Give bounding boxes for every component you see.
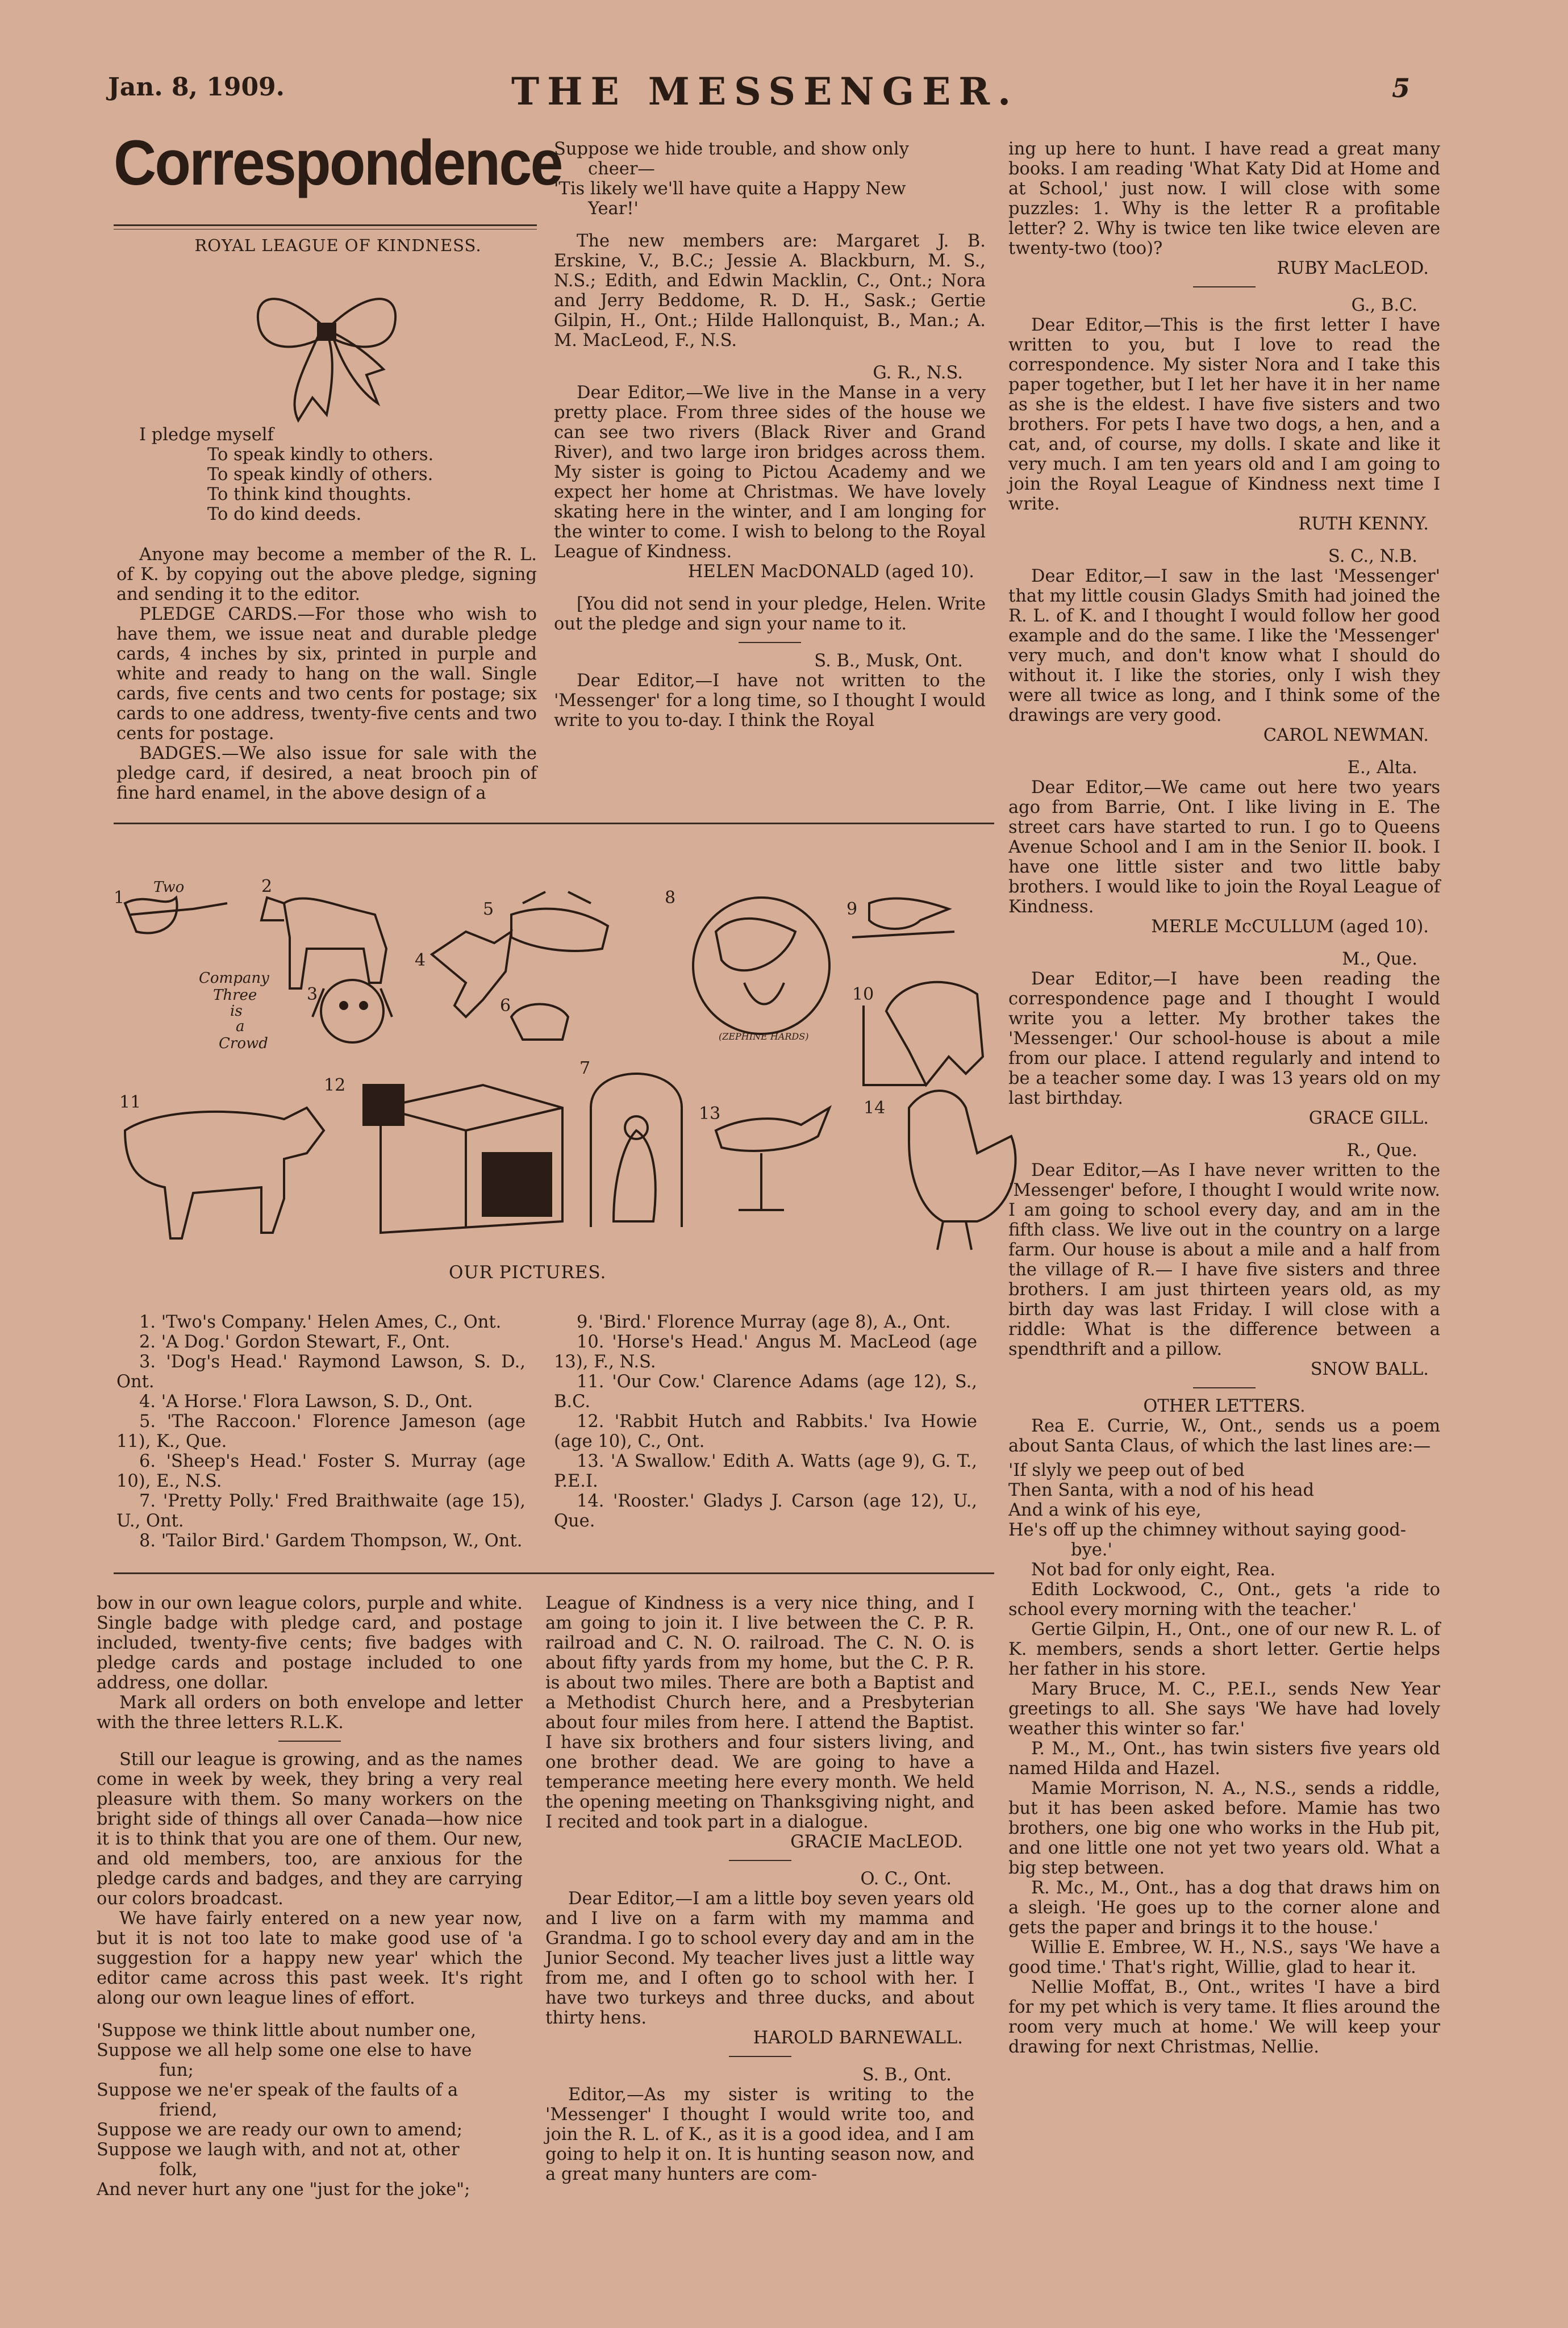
- list-item: 6. 'Sheep's Head.' Foster S. Murray (age 10), E., N.S.: [116, 1451, 526, 1491]
- league-paragraph: bow in our own league colors, purple and white. Single badge with pledge card, and postage included, twenty-five cents; five badges with pledge cards and postage included to one address, one dollar.: [97, 1593, 523, 1693]
- drawing-number: 10: [852, 984, 874, 1004]
- bow-emblem-icon: [116, 256, 537, 426]
- other-letter: Nellie Moffat, B., Ont., writes 'I have a bird for my pet which is very tame. It flies around the room very much at home.' We will keep your drawing for next Christmas, Nellie.: [1008, 1977, 1440, 2057]
- pledge-line-1: I pledge myself: [139, 425, 274, 445]
- pledge-text: [116, 425, 537, 524]
- letter-place: O. C., Ont.: [860, 1869, 952, 1889]
- drawing-number: 3: [307, 984, 318, 1004]
- drawing-number: 2: [261, 877, 273, 896]
- pictures-list-right: [554, 1312, 977, 1531]
- poem-line: cheer—: [588, 159, 655, 179]
- letter-text: Dear Editor,—We came out here two years ago from Barrie, Ont. I like living in E. The street cars have started to run. I go to Queens Avenue School and I am in the Senior II. book. I have one little sister and two little baby brothers. I would like to join the Royal League of Kindness.: [1008, 778, 1440, 917]
- sketch-label: Company: [199, 970, 269, 987]
- other-letter: Willie E. Embree, W. H., N.S., says 'We have a good time.' That's right, Willie, glad to hear it.: [1008, 1938, 1440, 1977]
- poem-line: friend,: [159, 2100, 218, 2120]
- poem-line: Suppose we hide trouble, and show only: [554, 139, 909, 159]
- other-letters-heading: OTHER LETTERS.: [1143, 1396, 1306, 1416]
- santa-poem: [1008, 1461, 1440, 1560]
- drawing-number: 13: [699, 1104, 721, 1124]
- letter-text: Dear Editor,—I saw in the last 'Messenger' that my little cousin Gladys Smith had joined the R. L. of K. and I thought I would follow her good example and do the same. I like the 'Messenger' very much, and don't know what I should do without it. I like the stories, only I wish they were all twice as long, and I think some of the drawings are very good.: [1008, 566, 1440, 725]
- poem-line: Year!': [588, 199, 639, 219]
- list-item: 1. 'Two's Company.' Helen Ames, C., Ont.: [139, 1312, 502, 1332]
- poem-line: And a wink of his eye,: [1008, 1500, 1202, 1520]
- poem-line: He's off up the chimney without saying good-: [1008, 1520, 1407, 1540]
- drawing-number: 12: [324, 1075, 346, 1095]
- other-letter: Edith Lockwood, C., Ont., gets 'a ride to school every morning with the teacher.': [1008, 1580, 1440, 1620]
- page-number: 5: [1392, 73, 1411, 103]
- poem-line: 'Suppose we think little about number one,: [97, 2021, 477, 2041]
- drawing-number: 1: [114, 888, 125, 908]
- poem-line: Then Santa, with a nod of his head: [1008, 1480, 1314, 1500]
- league-paragraph: Anyone may become a member of the R. L. of K. by copying out the above pledge, signing and sending it to the editor.: [116, 545, 537, 604]
- list-item: 2. 'A Dog.' Gordon Stewart, F., Ont.: [139, 1332, 451, 1352]
- letter-text: Dear Editor,—We live in the Manse in a very pretty place. From three sides of the house we can see two rivers (Black River and Grand River), and two large iron bridges across them. My sister is going to Pictou Academy and we expect her home at Christmas. We have lovely skating here in the winter, and I am longing for the winter to come. I wish to belong to the Royal League of Kindness.: [554, 383, 986, 562]
- league-heading: ROYAL LEAGUE OF KINDNESS.: [194, 236, 482, 255]
- sketch-label: a: [236, 1018, 245, 1035]
- masthead-title: THE MESSENGER.: [511, 69, 1019, 114]
- title-rule: [114, 224, 537, 226]
- pledge-line-4: To think kind thoughts.: [207, 485, 412, 504]
- letter-text: Dear Editor,—As I have never written to the 'Messenger' before, I thought I would write now. I am going to school every day, and am in the fifth class. We live out in the country on a large farm. Our house is about a mile and a half from the village of R.— I have five sisters and three brothers. I am just thirteen years old, as my birth day was last Friday. I will close with a riddle: What is the difference between a spendthrift and a pillow.: [1008, 1161, 1440, 1359]
- letter-text: Editor,—As my sister is writing to the 'Messenger' I thought I would write too, and join the R. L. of K., as it is a good idea, and I am going to help it on. It is hunting season now, and a great many hunters are com-: [545, 2085, 974, 2184]
- letter-signature: MERLE McCULLUM (aged 10).: [1151, 917, 1429, 937]
- letter-text: Dear Editor,—I have not written to the 'Messenger' for a long time, so I thought I would write to you to-day. I think the Royal: [554, 671, 986, 731]
- poem-line: 'If slyly we peep out of bed: [1008, 1461, 1245, 1480]
- letter-place: G., B.C.: [1351, 295, 1417, 315]
- pictures-list-left: [116, 1312, 526, 1551]
- list-item: 9. 'Bird.' Florence Murray (age 8), A., Ont.: [577, 1312, 951, 1332]
- list-item: 10. 'Horse's Head.' Angus M. MacLeod (age 13), F., N.S.: [554, 1332, 977, 1372]
- letter-signature: GRACIE MacLEOD.: [790, 1832, 963, 1852]
- drawing-number: 5: [483, 899, 494, 919]
- pictures-top-rule: [114, 823, 994, 824]
- drawing-number: 7: [579, 1058, 591, 1078]
- letter-place: S. C., N.B.: [1328, 546, 1417, 566]
- list-item: 4. 'A Horse.' Flora Lawson, S. D., Ont.: [139, 1392, 473, 1412]
- column-1-top: [116, 236, 537, 803]
- letter-signature: CAROL NEWMAN.: [1263, 725, 1429, 745]
- letter-text: Dear Editor,—This is the first letter I have written to you, but I love to read the correspondence. My sister Nora and I take this paper together, but I let her have it in her name as she is the eldest. I have five sisters and two brothers. For pets I have two dogs, a hen, and a cat, and, of course, my dolls. I skate and like it very much. I am ten years old and I am going to join the Royal League of Kindness next time I write.: [1008, 315, 1440, 514]
- separator: [739, 642, 801, 643]
- sketch-label: is: [230, 1003, 243, 1020]
- poem-line: folk,: [159, 2160, 198, 2180]
- list-item: 13. 'A Swallow.' Edith A. Watts (age 9), G. T., P.E.I.: [554, 1451, 977, 1491]
- drawing-number: 11: [119, 1092, 141, 1112]
- list-item: 3. 'Dog's Head.' Raymond Lawson, S. D., Ont.: [116, 1352, 526, 1392]
- poem-line: fun;: [159, 2060, 194, 2080]
- column-1-bottom: [97, 1593, 523, 2200]
- issue-date: Jan. 8, 1909.: [108, 73, 285, 102]
- list-item: 12. 'Rabbit Hutch and Rabbits.' Iva Howie (age 10), C., Ont.: [554, 1412, 977, 1451]
- letter-place: S. B., Musk, Ont.: [814, 651, 963, 671]
- letter-place: R., Que.: [1346, 1141, 1417, 1161]
- letter-signature: GRACE GILL.: [1308, 1108, 1429, 1128]
- letter-signature: RUBY MacLEOD.: [1277, 258, 1429, 278]
- league-paragraph: We have fairly entered on a new year now, but it is not too late to make good use of 'a suggestion for a happy new year' which the editor came across this past week. It's right along our own league lines of effort.: [97, 1909, 523, 2008]
- league-paragraph: PLEDGE CARDS.—For those who wish to have them, we issue neat and durable pledge cards, 4 inches by six, printed in purple and white and ready to hang on the wall. Single cards, five cents and two cents for postage; six cards to one address, twenty-five cents and two cents for postage.: [116, 604, 537, 744]
- letter-signature: HELEN MacDONALD (aged 10).: [687, 562, 974, 582]
- letter-text: League of Kindness is a very nice thing, and I am going to join it. I live between the C. P. R. railroad and C. N. O. railroad. The C. N. O. is about fifty yards from my home, but the C. P. R. is about two miles. There are both a Baptist and a Methodist Church here, and a Presbyterian about four miles from here. I attend the Baptist. I have six brothers and four sisters living, and one brother dead. We are going to have a temperance meeting here every month. We held the opening meeting on Thanksgiving night, and I recited and took part in a dialogue.: [545, 1593, 974, 1832]
- other-letter: Rea E. Currie, W., Ont., sends us a poem about Santa Claus, of which the last lines are:—: [1008, 1416, 1440, 1456]
- editor-note: [You did not send in your pledge, Helen. Write out the pledge and sign your name to it.: [554, 594, 986, 634]
- poem-line: Suppose we laugh with, and not at, other: [97, 2140, 460, 2160]
- other-letter: Not bad for only eight, Rea.: [1031, 1560, 1276, 1580]
- letter-signature: RUTH KENNY.: [1298, 514, 1429, 534]
- list-item: 8. 'Tailor Bird.' Gardem Thompson, W., Ont.: [139, 1531, 523, 1551]
- drawing-number: 4: [415, 950, 426, 970]
- separator: [278, 1741, 341, 1742]
- separator: [729, 2056, 791, 2057]
- drawing-number: 6: [500, 996, 511, 1016]
- separator: [729, 1860, 791, 1861]
- pictures-bottom-rule: [114, 1572, 994, 1574]
- sketch-label: Two: [153, 879, 185, 896]
- letter-text: ing up here to hunt. I have read a great many books. I am reading 'What Katy Did at Home and at School,' just now. I will close with some puzzles: 1. Why is the letter R a profitable letter? 2. Why is twice ten like twice eleven are twenty-two (too)?: [1008, 139, 1440, 258]
- separator: [1193, 1387, 1256, 1388]
- list-item: 14. 'Rooster.' Gladys J. Carson (age 12), U., Que.: [554, 1491, 977, 1531]
- sketch-label: (ZEPHINE HARDS): [719, 1031, 809, 1042]
- other-letter: R. Mc., M., Ont., has a dog that draws him on a sleigh. 'He goes up to the corner alone and gets the paper and brings it to the house.': [1008, 1878, 1440, 1938]
- section-title: Correspondence: [114, 127, 562, 198]
- league-paragraph: Still our league is growing, and as the names come in week by week, they bring a very real pleasure with them. So many workers on the bright side of things all over Canada—how nice it is to think that you are one of them. Our new, and old members, too, are anxious for the pledge cards and badges, and they are carrying our colors broadcast.: [97, 1750, 523, 1909]
- other-letter: P. M., M., Ont., has twin sisters five years old named Hilda and Hazel.: [1008, 1739, 1440, 1779]
- separator: [1193, 286, 1256, 287]
- other-letter: Gertie Gilpin, H., Ont., one of our new R. L. of K. members, sends a short letter. Gertie helps her father in his store.: [1008, 1620, 1440, 1679]
- letter-text: Dear Editor,—I am a little boy seven years old and I live on a farm with my mamma and Grandma. I go to school every day and am in the Junior Second. My teacher lives just a little way from me, and I often go to school with her. I have two turkeys and three ducks, and about thirty hens.: [545, 1889, 974, 2028]
- sketch-label: Crowd: [219, 1035, 268, 1052]
- our-pictures-heading: OUR PICTURES.: [449, 1262, 607, 1283]
- poem-line: bye.': [1071, 1540, 1112, 1560]
- poem-line: And never hurt any one "just for the joke";: [97, 2180, 470, 2200]
- letter-place: G. R., N.S.: [873, 363, 963, 383]
- letter-place: E., Alta.: [1347, 758, 1417, 778]
- drawings-panel: [114, 869, 1045, 1255]
- suppose-poem: [97, 2021, 523, 2200]
- other-letter: Mary Bruce, M. C., P.E.I., sends New Year greetings to all. She says 'We have had lovely weather this winter so far.': [1008, 1679, 1440, 1739]
- title-rule-thin: [114, 229, 537, 230]
- league-paragraph: BADGES.—We also issue for sale with the pledge card, if desired, a neat brooch pin of fine hard enamel, in the above design of a: [116, 744, 537, 803]
- list-item: 7. 'Pretty Polly.' Fred Braithwaite (age 15), U., Ont.: [116, 1491, 526, 1531]
- drawing-number: 9: [846, 899, 858, 919]
- sketch-label: Three: [213, 987, 257, 1004]
- letter-text: Dear Editor,—I have been reading the correspondence page and I thought I would write you a letter. My brother takes the 'Messenger.' Our school-house is about a mile from our place. I attend regularly and intend to be a teacher some day. I was 13 years old on my last birthday.: [1008, 969, 1440, 1108]
- letter-signature: HAROLD BARNEWALL.: [753, 2028, 963, 2048]
- pledge-line-2: To speak kindly to others.: [207, 445, 434, 465]
- column-2-top: [554, 139, 986, 731]
- list-item: 5. 'The Raccoon.' Florence Jameson (age 11), K., Que.: [116, 1412, 526, 1451]
- letter-signature: SNOW BALL.: [1310, 1359, 1429, 1379]
- column-2-bottom: [545, 1593, 974, 2184]
- list-item: 11. 'Our Cow.' Clarence Adams (age 12), S., B.C.: [554, 1372, 977, 1412]
- pledge-line-5: To do kind deeds.: [207, 504, 362, 524]
- league-paragraph: Mark all orders on both envelope and letter with the three letters R.L.K.: [97, 1693, 523, 1733]
- letter-place: S. B., Ont.: [862, 2065, 952, 2085]
- new-members: The new members are: Margaret J. B. Erskine, V., B.C.; Jessie A. Blackburn, M. S., N.S.; Edith, and Edwin Macklin, C., Ont.; Nora and Jerry Beddome, R. D. H., Sask.; Gertie Gilpin, H., Ont.; Hilde Hallonquist, B., Man.; A. M. MacLeod, F., N.S.: [554, 231, 986, 351]
- letter-place: M., Que.: [1342, 949, 1417, 969]
- pledge-line-3: To speak kindly of others.: [207, 465, 433, 485]
- other-letter: Mamie Morrison, N. A., N.S., sends a riddle, but it has been asked before. Mamie has two brothers, one big one who works in the Hub pit, and one little one not yet two years old. What a big step between.: [1008, 1779, 1440, 1878]
- drawing-number: 8: [665, 888, 676, 908]
- poem-line: Suppose we all help some one else to have: [97, 2041, 472, 2060]
- drawing-number: 14: [864, 1098, 886, 1118]
- poem-line: Suppose we are ready our own to amend;: [97, 2120, 462, 2140]
- poem-line: 'Tis likely we'll have quite a Happy New: [554, 179, 906, 199]
- column-3: [1008, 139, 1440, 2057]
- poem-line: Suppose we ne'er speak of the faults of a: [97, 2080, 458, 2100]
